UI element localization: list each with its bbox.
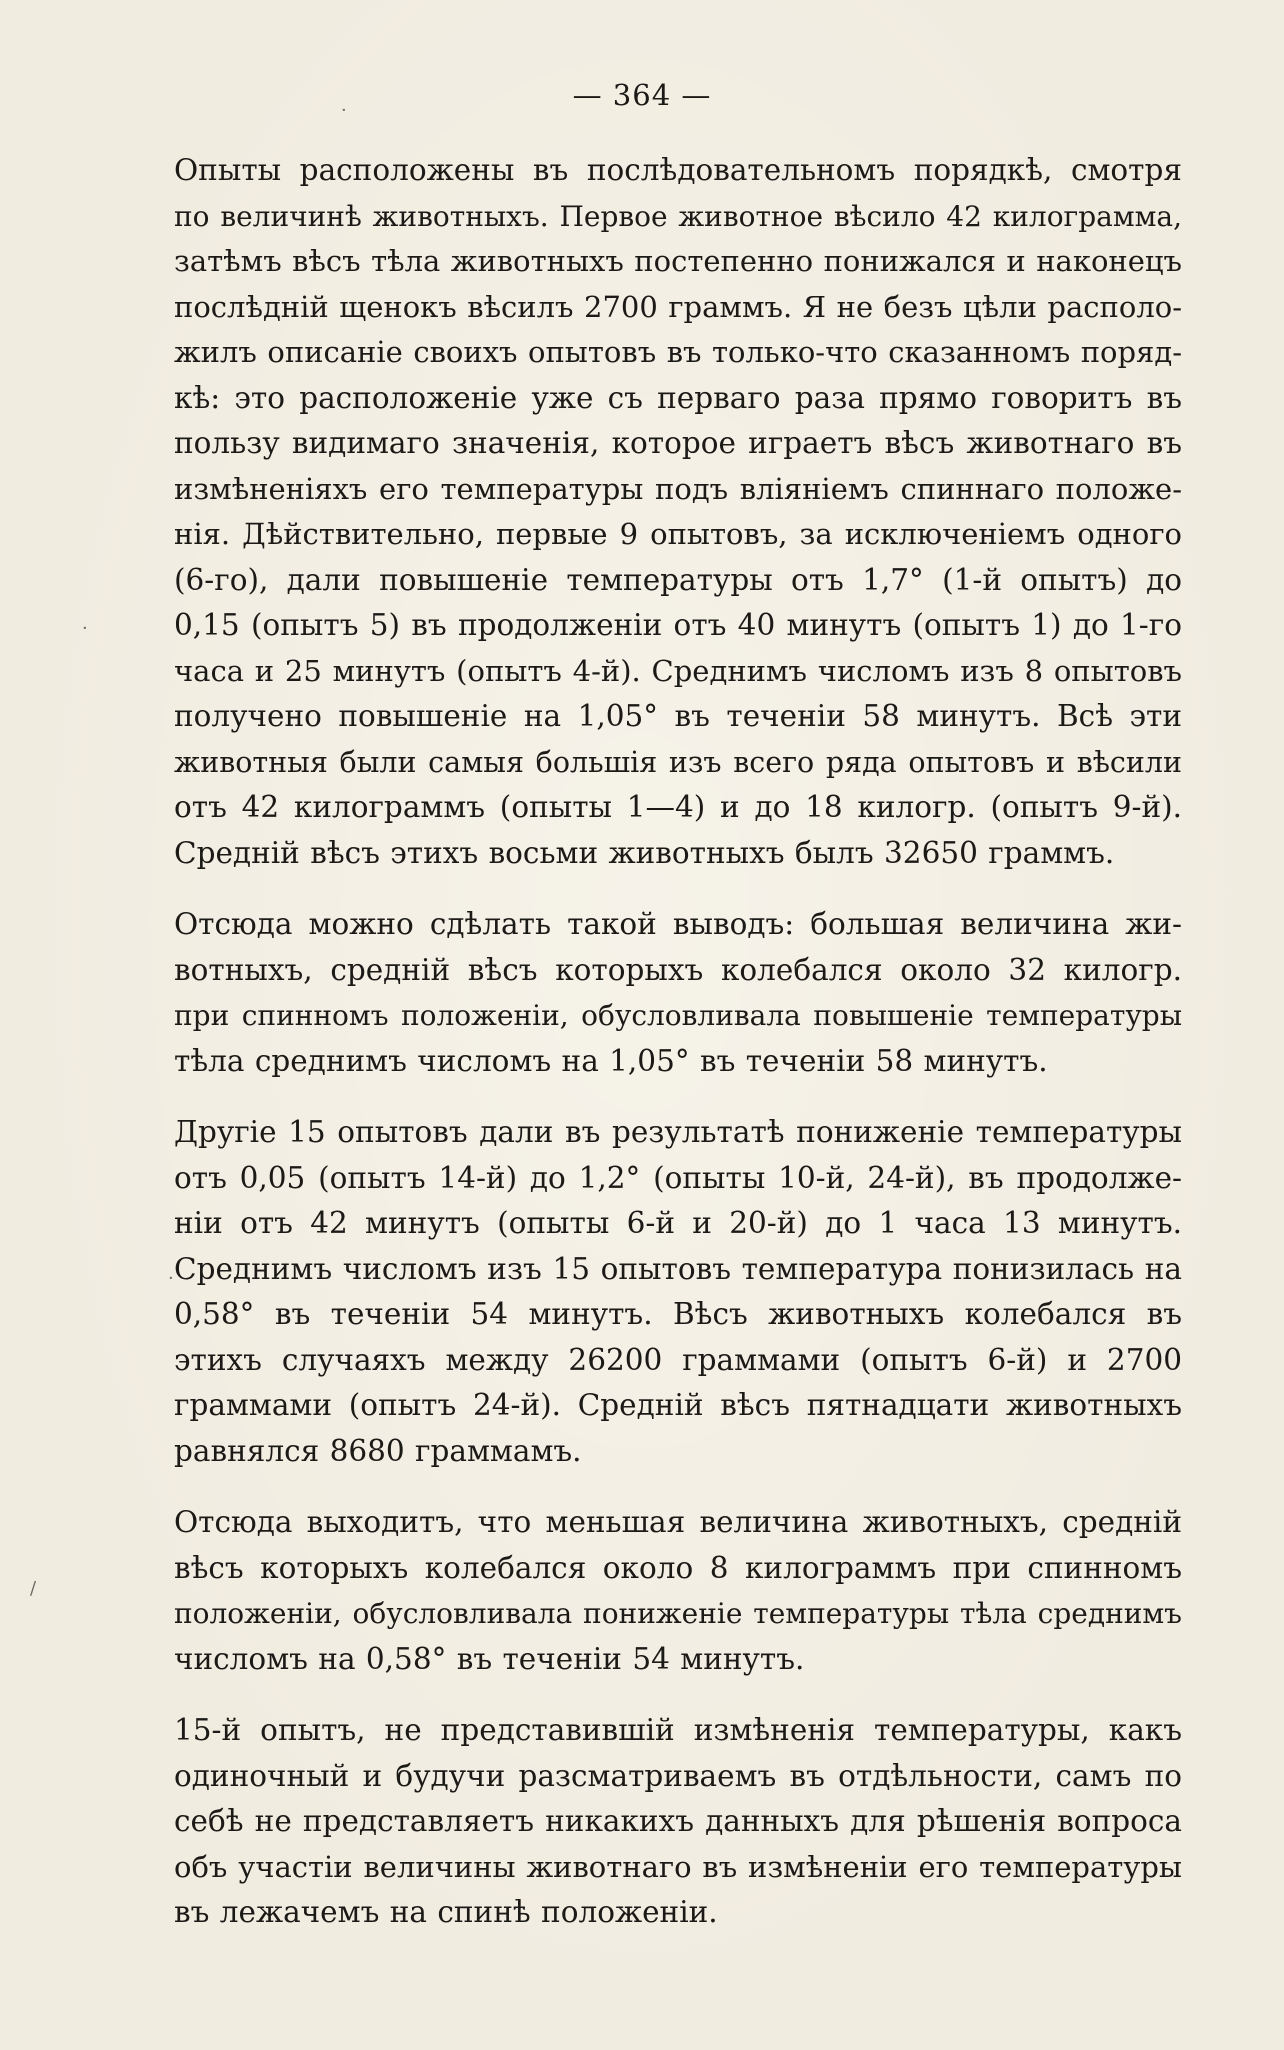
text-line: 0,15 (опытъ 5) въ продолженiи отъ 40 минутъ (опытъ 1) до 1-го xyxy=(174,608,1182,642)
text-line: отъ 42 килограммъ (опыты 1—4) и до 18 килогр. (опытъ 9-й). xyxy=(174,790,1182,824)
text-line: 15-й опытъ, не представившiй измѣненiя температуры, какъ xyxy=(174,1713,1182,1747)
stray-mark: · xyxy=(168,1268,174,1289)
text-line: Опыты расположены въ послѣдовательномъ порядкѣ, смотря xyxy=(174,153,1182,187)
text-line: вотныхъ, среднiй вѣсъ которыхъ колебался около 32 килогр. xyxy=(174,952,1182,987)
text-line: послѣднiй щенокъ вѣсилъ 2700 граммъ. Я не безъ цѣли располо- xyxy=(174,289,1182,324)
text-line: Другiе 15 опытовъ дали въ результатѣ пониженiе температуры xyxy=(174,1115,1182,1149)
body-text xyxy=(174,148,1182,1936)
text-line: тѣла среднимъ числомъ на 1,05° въ теченiи 58 минутъ. xyxy=(174,1043,1048,1078)
text-line: часа и 25 минутъ (опытъ 4-й). Среднимъ числомъ изъ 8 опытовъ xyxy=(174,653,1182,688)
text-line: въ лежачемъ на спинѣ положенiи. xyxy=(174,1895,718,1929)
text-line: положенiи, обусловливала пониженiе температуры тѣла среднимъ xyxy=(174,1597,1182,1630)
text-line: этихъ случаяхъ между 26200 граммами (опытъ 6-й) и 2700 xyxy=(174,1342,1182,1377)
text-line: числомъ на 0,58° въ теченiи 54 минутъ. xyxy=(174,1641,805,1676)
text-line: себѣ не представляетъ никакихъ данныхъ для рѣшенiя вопроса xyxy=(174,1804,1182,1838)
text-line: отъ 0,05 (опытъ 14-й) до 1,2° (опыты 10-й, 24-й), въ продолже- xyxy=(174,1160,1182,1195)
paragraph xyxy=(174,902,1182,1084)
text-line: животныя были самыя большiя изъ всего ряда опытовъ и вѣсили xyxy=(174,745,1182,779)
text-line: жилъ описанiе своихъ опытовъ въ только-что сказанномъ поряд- xyxy=(174,335,1182,369)
text-line: кѣ: это расположенiе уже съ перваго раза прямо говоритъ въ xyxy=(174,380,1182,415)
text-line: получено повышенiе на 1,05° въ теченiи 58 минутъ. Всѣ эти xyxy=(174,699,1182,733)
text-line: пользу видимаго значенiя, которое играетъ вѣсъ животнаго въ xyxy=(174,426,1182,460)
text-line: измѣненiяхъ его температуры подъ влiянiемъ спиннаго положе- xyxy=(174,471,1182,506)
stray-mark: · xyxy=(341,100,347,121)
text-line: нiя. Дѣйствительно, первые 9 опытовъ, за исключенiемъ одного xyxy=(174,517,1182,551)
text-line: объ участiи величины животнаго въ измѣненiи его температуры xyxy=(174,1849,1182,1884)
paragraph xyxy=(174,148,1182,876)
text-line: одиночный и будучи разсматриваемъ въ отдѣльности, самъ по xyxy=(174,1758,1182,1793)
text-line: нiи отъ 42 минутъ (опыты 6-й и 20-й) до 1 часа 13 минутъ. xyxy=(174,1206,1182,1240)
text-line: 0,58° въ теченiи 54 минутъ. Вѣсъ животныхъ колебался въ xyxy=(174,1297,1182,1331)
text-line: граммами (опытъ 24-й). Среднiй вѣсъ пятнадцати животныхъ xyxy=(174,1388,1182,1422)
paragraph xyxy=(174,1110,1182,1474)
paragraph xyxy=(174,1708,1182,1936)
text-line: вѣсъ которыхъ колебался около 8 килограммъ при спинномъ xyxy=(174,1550,1182,1585)
stray-mark: · xyxy=(82,618,88,639)
text-line: по величинѣ животныхъ. Первое животное вѣсило 42 килограмма, xyxy=(174,199,1182,233)
text-line: затѣмъ вѣсъ тѣла животныхъ постепенно понижался и наконецъ xyxy=(174,244,1182,278)
text-line: Среднiй вѣсъ этихъ восьми животныхъ былъ 32650 граммъ. xyxy=(174,835,1115,870)
text-line: Отсюда можно сдѣлать такой выводъ: большая величина жи- xyxy=(174,907,1182,941)
text-line: при спинномъ положенiи, обусловливала повышенiе температуры xyxy=(174,999,1182,1032)
text-line: равнялся 8680 граммамъ. xyxy=(174,1433,582,1468)
text-line: Среднимъ числомъ изъ 15 опытовъ температура понизилась на xyxy=(174,1251,1182,1286)
text-line: (6-го), дали повышенiе температуры отъ 1,7° (1-й опытъ) до xyxy=(174,562,1182,597)
text-line: Отсюда выходитъ, что меньшая величина животныхъ, среднiй xyxy=(174,1505,1182,1539)
paragraph xyxy=(174,1500,1182,1682)
stray-mark: / xyxy=(30,1578,37,1599)
page-number: — 364 — xyxy=(572,78,712,112)
